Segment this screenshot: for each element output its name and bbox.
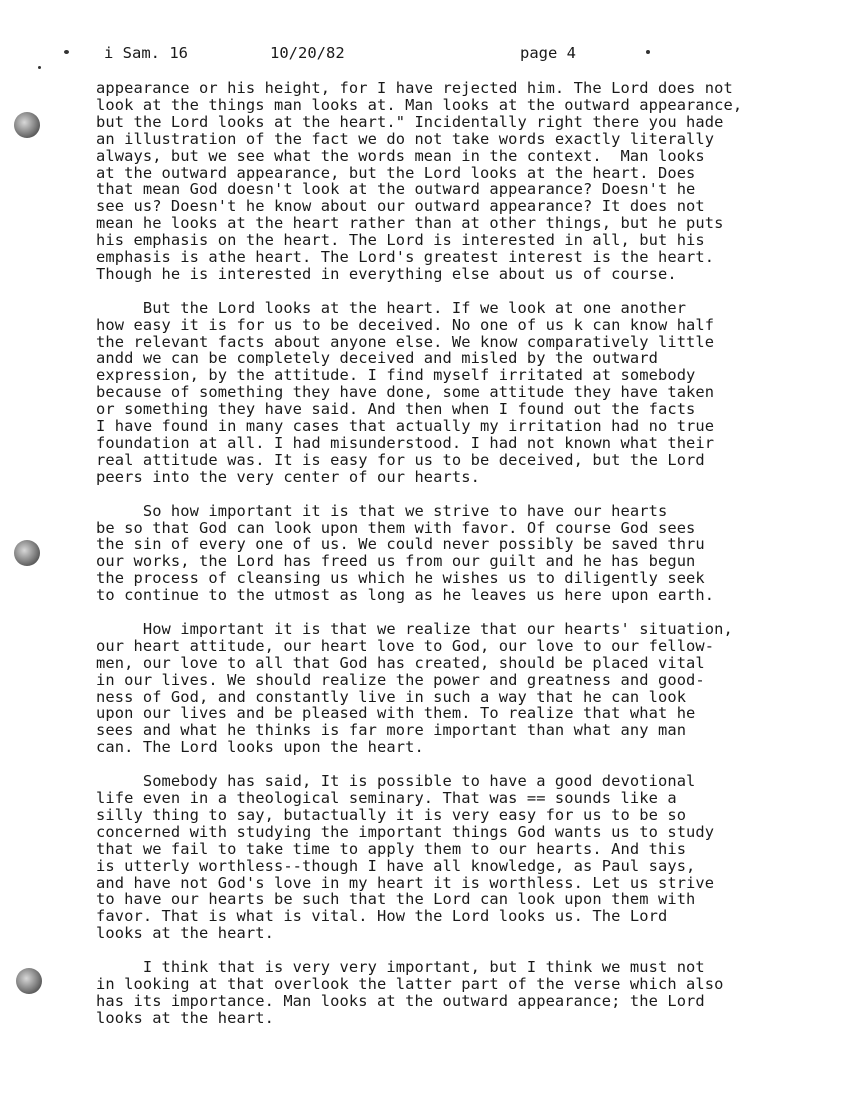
paragraph: How important it is that we realize that our hearts' situation, our heart attitude, our heart love to God, our love to our fellow- men, our love to all that God has created, should be placed vital in our lives. We should realize the power and greatness and good- ness of God, and constantly live in such a way that he can look upon our lives and be pleased with them. To realize that what he sees and what he thinks is far more important than what any man can. The Lord looks upon the heart. (96, 619, 733, 757)
page-header (104, 44, 764, 66)
punch-hole-bottom (16, 968, 42, 994)
book-reference: i Sam. 16 (104, 44, 188, 62)
scan-speck (64, 50, 69, 54)
scan-speck (38, 66, 41, 69)
page-number: page 4 (520, 44, 576, 62)
punch-hole-top (14, 112, 40, 138)
punch-hole-middle (14, 540, 40, 566)
paragraph: But the Lord looks at the heart. If we look at one another how easy it is for us to be deceived. No one of us k can know half the relevant facts about anyone else. We know comparatively little andd we can be completely deceived and misled by the outward expression, by the attitude. I find myself irritated at somebody because of something they have done, some attitude they have taken or something they have said. And then when I found out the facts I have found in many cases that actually my irritation had no true foundation at all. I had misunderstood. I had not known what their real attitude was. It is easy for us to be deceived, but the Lord peers into the very center of our hearts. (96, 298, 715, 486)
paragraph: So how important it is that we strive to have our hearts be so that God can look upon them with favor. Of course God sees the sin of every one of us. We could never possibly be saved thru our works, the Lord has freed us from our guilt and he has begun the process of cleansing us which he wishes us to diligently seek to continue to the utmost as long as he leaves us here upon earth. (96, 501, 715, 605)
paragraph: appearance or his height, for I have rejected him. The Lord does not look at the things man looks at. Man looks at the outward appearance, but the Lord looks at the heart." Incidentally right there you hade an illustration of the fact we do not take words exactly literally always, but we see what the words mean in the context. Man looks at the outward appearance, but the Lord looks at the heart. Does that mean God doesn't look at the outward appearance? Doesn't he see us? Doesn't he know about our outward appearance? It does not mean he looks at the heart rather than at other things, but he puts his emphasis on the heart. The Lord is interested in all, but his emphasis is athe heart. The Lord's greatest interest is the heart. Though he is interested in everything else about us of course. (96, 79, 743, 283)
document-body (96, 80, 816, 1044)
sermon-date: 10/20/82 (270, 44, 345, 62)
paragraph: I think that is very very important, but I think we must not in looking at that overlook the latter part of the verse which also has its importance. Man looks at the outward appearance; the Lord looks at the heart. (96, 958, 724, 1027)
paragraph: Somebody has said, It is possible to have a good devotional life even in a theological seminary. That was == sounds like a silly thing to say, butactually it is very easy for us to be so concerned with studying the important things God wants us to study that we fail to take time to apply them to our hearts. And this is utterly worthless--though I have all knowledge, as Paul says, and have not God's love in my heart it is worthless. Let us strive to have our hearts be such that the Lord can look upon them with favor. That is what is vital. How the Lord looks us. The Lord looks at the heart. (96, 772, 715, 943)
